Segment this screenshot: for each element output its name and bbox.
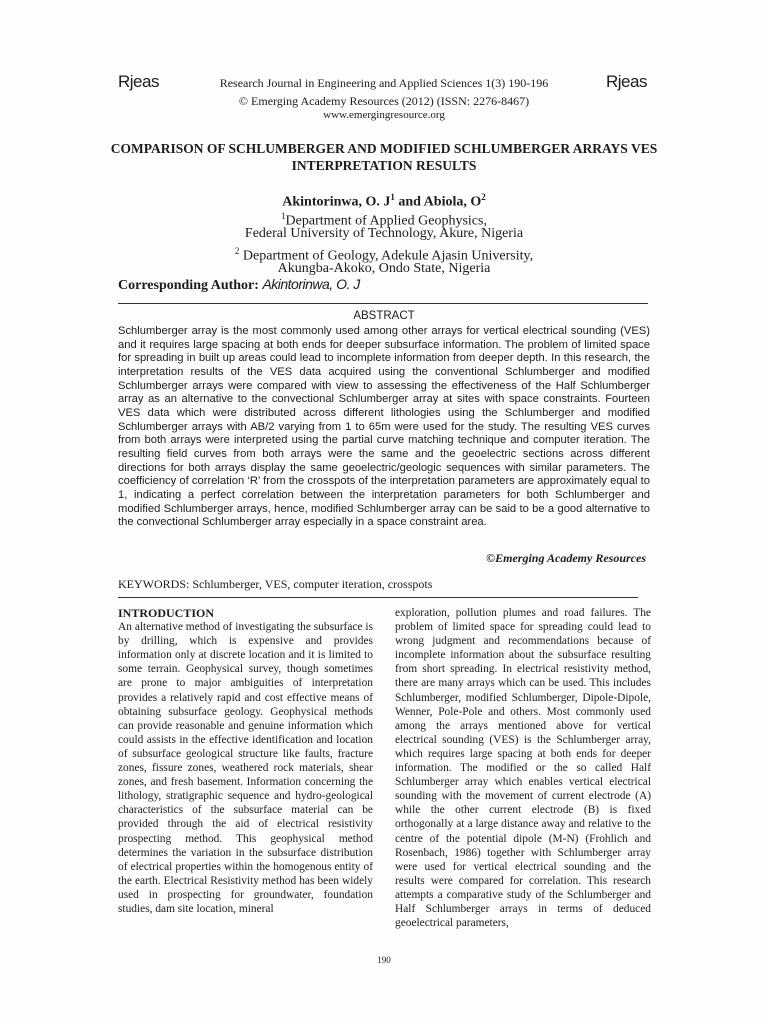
corresponding-name: Akintorinwa, O. J: [262, 276, 360, 292]
affiliation-2-number: 2: [234, 246, 240, 256]
author-1-sup: 1: [390, 192, 395, 202]
abstract-credit: ©Emerging Academy Resources: [486, 551, 646, 565]
intro-right-column: [395, 606, 651, 930]
author-2: and Abiola, O: [394, 194, 482, 210]
journal-logo-right: Rjeas: [606, 72, 647, 91]
paper-title: COMPARISON OF SCHLUMBERGER AND MODIFIED SCHLUMBERGER ARRAYS VES INTERPRETATION RESULTS: [110, 141, 658, 173]
author-1: Akintorinwa, O. J: [282, 194, 391, 210]
page-number: 190: [377, 955, 391, 965]
abstract-heading: ABSTRACT: [353, 310, 415, 322]
intro-right-text: exploration, pollution plumes and road failures. The problem of limited space for spreading could lead to wrong judgment and recommendations because of incomplete information about the subsurface resulting from short spreading. In electrical resistivity method, there are many arrays which can be used. This includes Schlumberger, modified Schlumberger, Dipole-Dipole, Wenner, Pole-Pole and others. Most commonly used among the arrays mentioned above for vertical electrical sounding (VES) is the Schlumberger array, which requires large spacing at both ends for deeper information. The modified or the so called Half Schlumberger array which enables vertical electrical sounding with the movement of current electrode (A) while the other current electrode (B) is fixed orthogonally at a large distance away and relative to the centre of the potential dipole (M-N) (Frohlich and Rosenbach, 1986) together with Schlumberger array were used for vertical electrical sounding and the results were compared for correlation. This research attempts a comparative study of the Schlumberger and Half Schlumberger arrays in terms of deduced geoelectrical parameters,: [395, 607, 651, 930]
corresponding-author: [118, 276, 360, 294]
affiliation-1-number: 1: [281, 211, 286, 221]
affiliation-1-dept: Department of Applied Geophysics,: [285, 213, 487, 229]
author-2-sup: 2: [481, 192, 486, 202]
intro-left-column: [118, 606, 373, 916]
intro-left-text: An alternative method of investigating the subsurface is by drilling, which is expensive and provides information only at discrete location and it is limited to some terrain. Geophysical survey, though sometimes are prone to major ambiguities of interpretation provides a relatively rapid and cost effective means of obtaining subsurface geology. Geophysical methods can provide reasonable and genuine information which could assists in the effective identification and location of subsurface geological structure like faults, fracture zones, fissure zones, weathered rock materials, shear zones, and fresh basement. Information concerning the lithology, stratigraphic sequence and hydro-geological characteristics of the subsurface material can be provided through the aid of electrical resistivity prospecting method. This geophysical method determines the variation in the subsurface distribution of electrical properties within the homogenous entity of the earth. Electrical Resistivity method has been widely used in prospecting for groundwater, foundation studies, dam site location, mineral: [118, 621, 373, 915]
copyright-line: © Emerging Academy Resources (2012) (ISSN: 2276-8467): [238, 94, 530, 108]
keywords-rule: [118, 597, 638, 598]
intro-heading: INTRODUCTION: [118, 606, 215, 620]
affiliation-1-line2: Federal University of Technology, Akure, Nigeria: [244, 226, 524, 241]
affiliation-2-line2: Akungba-Akoko, Ondo State, Nigeria: [277, 261, 491, 276]
affiliation-2-dept: Department of Geology, Adekule Ajasin University,: [239, 248, 534, 264]
journal-citation: Research Journal in Engineering and Applied Sciences 1(3) 190-196: [219, 76, 549, 90]
keywords: KEYWORDS: Schlumberger, VES, computer iteration, crosspots: [118, 577, 433, 591]
corresponding-label: Corresponding Author:: [118, 278, 259, 293]
website-link[interactable]: www.emergingresource.org: [323, 109, 445, 121]
journal-logo-left: Rjeas: [118, 72, 159, 91]
abstract-text: Schlumberger array is the most commonly used among other arrays for vertical electrical sounding (VES) and it requires large spacing at both ends for deeper subsurface information. The problem of limited space for spreading in built up areas could lead to incomplete information from deeper depth. In this research, the interpretation results of the VES data acquired using the conventional Schlumberger and modified Schlumberger arrays were compared with view to assessing the effectiveness of the Half Schlumberger array as an alternative to the convectional Schlumberger array at sites with space constraints. Fourteen VES data which were distributed across different lithologies using the Schlumberger and modified Schlumberger arrays with AB/2 varying from 1 to 65m were used for the study. The resulting VES curves from both arrays were interpreted using the partial curve matching technique and computer iteration. The resulting field curves from both arrays were the same and the geoelectric sections across different directions for both arrays display the same geoelectric/geologic sequences with similar parameters. The coefficiency of correlation ‘R’ from the crosspots of the interpretation parameters are approximately equal to 1, indicating a perfect correlation between the interpretation parameters for both Schlumberger and modified Schlumberger arrays, hence, modified Schlumberger array can be said to be a good alternative to the convectional Schlumberger array especially in a space constraint area.: [118, 325, 650, 529]
divider-rule: [118, 303, 648, 304]
